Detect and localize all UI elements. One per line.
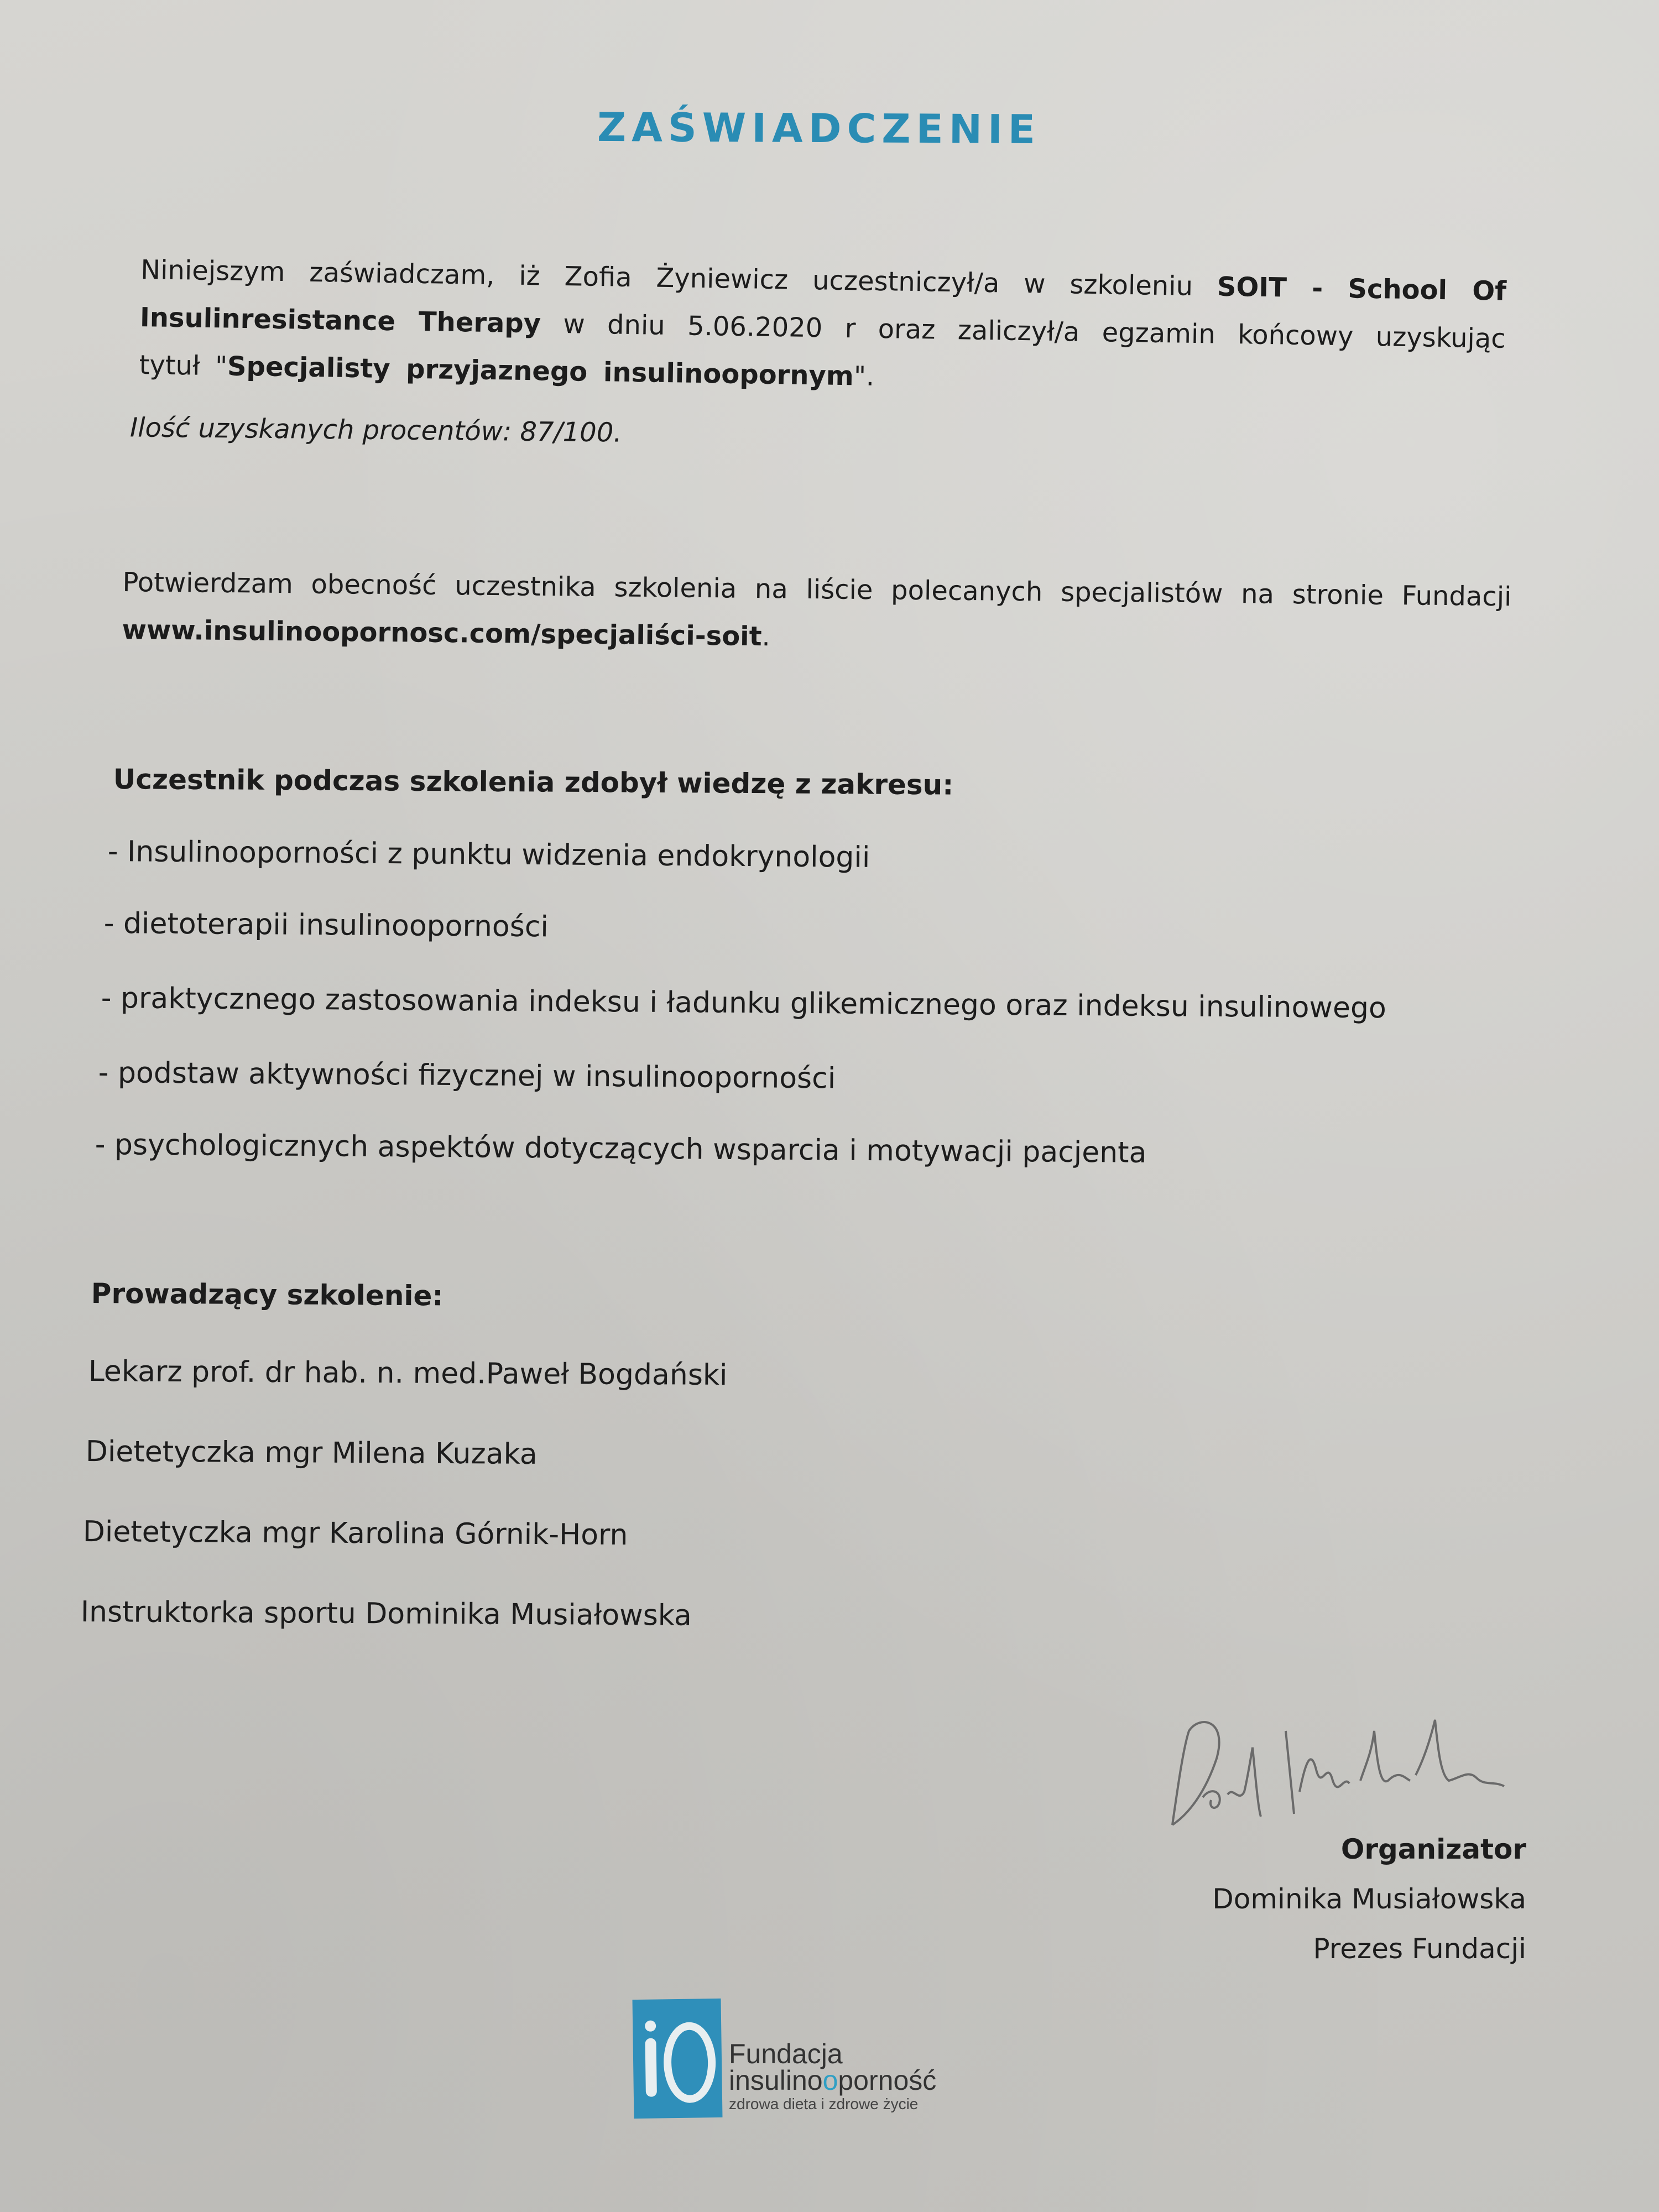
logo-line-2-accent: o bbox=[822, 2065, 838, 2096]
logo-line-2c: porność bbox=[838, 2065, 937, 2096]
instructor-item: Instruktorka sportu Dominika Musiałowska bbox=[80, 1595, 692, 1632]
program-name: SOIT - School Of Insulinresistance Therapy bbox=[139, 271, 1507, 340]
io-logo-icon bbox=[633, 1999, 723, 2119]
organizer-name: Dominika Musiałowska bbox=[1212, 1883, 1526, 1915]
organizer-title: Prezes Fundacji bbox=[1313, 1933, 1526, 1965]
foundation-logo bbox=[630, 1994, 1018, 2121]
knowledge-item: - praktycznego zastosowania indeksu i ładunku glikemicznego oraz indeksu insulinowego bbox=[101, 982, 1387, 1025]
logo-line-2 bbox=[729, 2064, 936, 2096]
logo-o-ring bbox=[663, 2022, 716, 2103]
score-line: Ilość uzyskanych procentów: 87/100. bbox=[129, 412, 622, 448]
logo-tagline: zdrowa dieta i zdrowe życie bbox=[729, 2095, 919, 2112]
specialists-url: www.insulinoopornosc.com/specjaliści-soit bbox=[122, 614, 762, 653]
knowledge-item: - podstaw aktywności fizycznej w insulinooporności bbox=[98, 1056, 836, 1095]
handwritten-signature bbox=[1150, 1698, 1537, 1841]
knowledge-item: - dietoterapii insulinooporności bbox=[103, 907, 549, 944]
instructors-heading: Prowadzący szkolenie: bbox=[91, 1277, 444, 1312]
logo-i-stem bbox=[645, 2038, 656, 2097]
knowledge-item: - psychologicznych aspektów dotyczących wsparcia i motywacji pacjenta bbox=[95, 1128, 1147, 1170]
instructor-item: Dietetyczka mgr Milena Kuzaka bbox=[85, 1435, 538, 1471]
intro-text-3: ". bbox=[853, 361, 875, 392]
logo-line-2a: insulino bbox=[729, 2065, 823, 2096]
confirmation-text: Potwierdzam obecność uczestnika szkolenia na liście polecanych specjalistów na stronie Fundacji bbox=[122, 566, 1512, 613]
knowledge-item: - Insulinooporności z punktu widzenia endokrynologii bbox=[107, 835, 870, 874]
intro-text-1: Niniejszym zaświadczam, iż Zofia Żyniewicz uczestniczył/a w szkoleniu bbox=[140, 254, 1218, 302]
earned-title: Specjalisty przyjaznego insulinoopornym bbox=[227, 351, 854, 392]
logo-i-dot bbox=[645, 2021, 656, 2032]
confirmation-end: . bbox=[761, 621, 771, 653]
confirmation-paragraph bbox=[122, 559, 1512, 668]
logo-line-1: Fundacja bbox=[729, 2038, 843, 2069]
instructor-item: Dietetyczka mgr Karolina Górnik-Horn bbox=[82, 1515, 628, 1552]
document-title: ZAŚWIADCZENIE bbox=[597, 103, 1041, 153]
intro-text-2: w dniu 5.06.2020 r oraz zaliczył/a egzamin końcowy uzyskując tytuł " bbox=[139, 308, 1506, 382]
instructor-item: Lekarz prof. dr hab. n. med.Paweł Bogdański bbox=[88, 1355, 728, 1392]
intro-paragraph bbox=[139, 246, 1507, 410]
organizer-role: Organizator bbox=[1340, 1833, 1526, 1865]
knowledge-heading: Uczestnik podczas szkolenia zdobył wiedzę z zakresu: bbox=[113, 763, 954, 801]
